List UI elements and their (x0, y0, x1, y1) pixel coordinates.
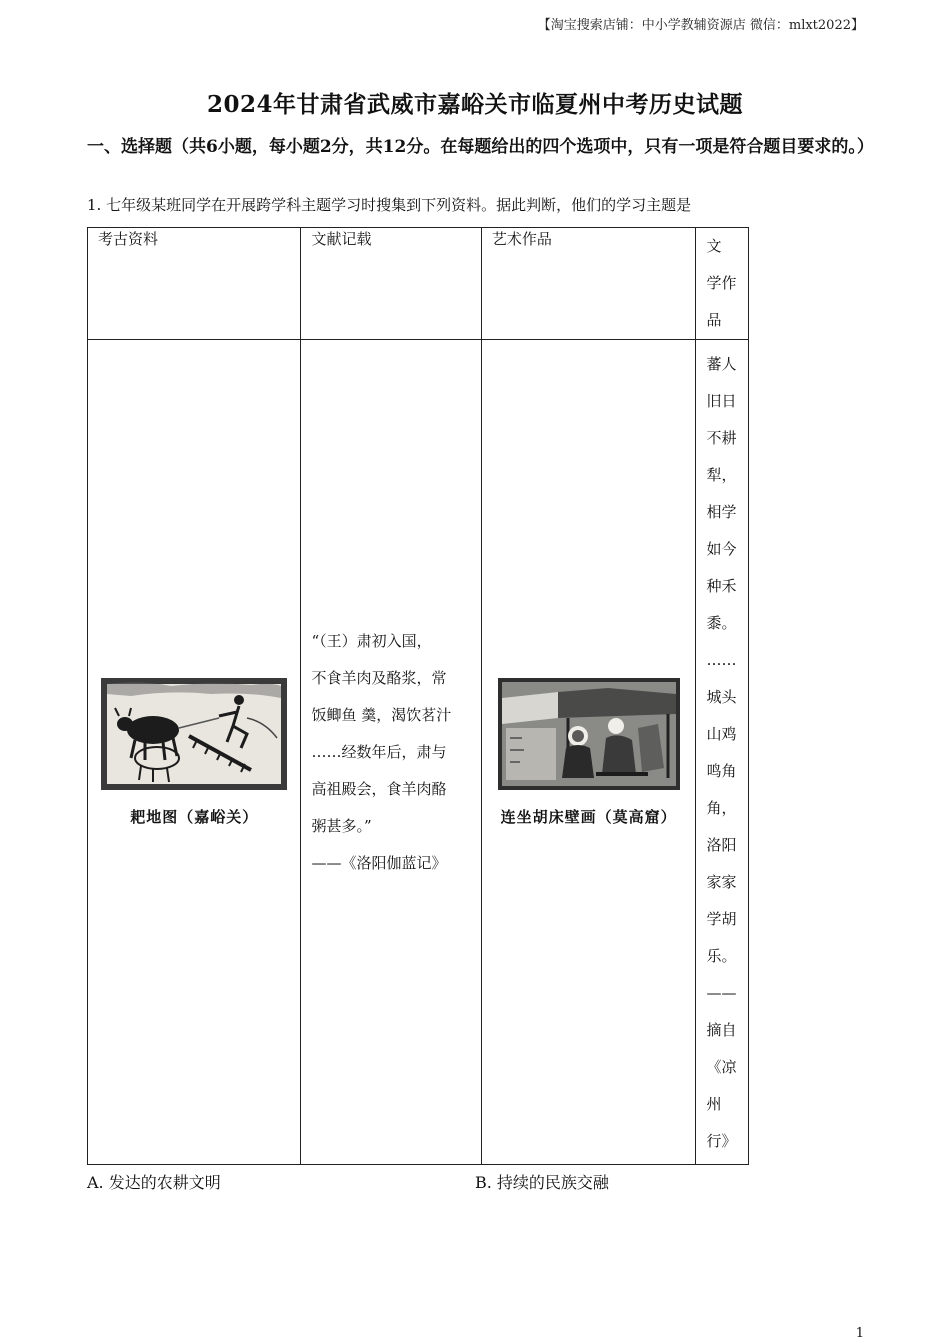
document-source: ——《洛阳伽蓝记》 (311, 853, 447, 872)
poem-line: 城头 (706, 688, 737, 706)
document-line: 高祖殿会，食羊肉酪 (311, 779, 447, 798)
poem-line: 《凉 (706, 1058, 737, 1076)
document-line: “（王）肃初入国， (311, 631, 432, 650)
section-heading: 一、选择题（共6小题，每小题2分，共12分。在每题给出的四个选项中，只有一项是符合题目要求的。） (87, 137, 874, 157)
harrowing-mural-illustration (101, 678, 287, 790)
poem-line: 不耕 (706, 429, 737, 447)
table-body-row (88, 340, 749, 1165)
archaeology-caption: 耙地图（嘉峪关） (130, 807, 259, 826)
poem-line: 角， (706, 799, 737, 817)
table-header-row (88, 228, 749, 340)
poem-line: 种禾 (706, 577, 737, 595)
header-note: 【淘宝搜索店铺：中小学教辅资源店 微信：mlxt2022】 (537, 18, 864, 33)
poem-line: 山鸡 (706, 725, 737, 743)
document-line: ……经数年后，肃与 (311, 742, 447, 761)
document-line: 不食羊肉及酪浆，常 (311, 668, 447, 687)
poem-line: 鸣角 (706, 762, 737, 780)
poem-line: 摘自 (706, 1021, 737, 1039)
poem-line: 黍。 (706, 614, 737, 632)
poem-line: 学胡 (706, 910, 737, 928)
header-archaeology: 考古资料 (88, 228, 301, 340)
document-cell (301, 340, 481, 1165)
poem-line: 相学 (706, 503, 737, 521)
poem-line: 犁， (706, 466, 737, 484)
document-title: 2024年甘肃省武威市嘉峪关市临夏州中考历史试题 (206, 91, 743, 118)
poem-line: 州 (706, 1095, 722, 1113)
header-documents: 文献记载 (301, 228, 481, 340)
header-literature: 文 学作品 (696, 228, 749, 340)
poem-line: 家家 (706, 873, 737, 891)
poem-line: 行》 (706, 1132, 737, 1150)
question-1-stem: 1. 七年级某班同学在开展跨学科主题学习时搜集到下列资料。据此判断，他们的学习主题是 (87, 196, 692, 214)
poem-line: …… (706, 651, 737, 669)
poem-line: 旧日 (706, 392, 737, 410)
harrowing-mural-image (101, 678, 287, 827)
document-line: 粥甚多。” (311, 816, 372, 835)
literature-cell (696, 340, 749, 1165)
document-line: 饭鲫鱼 羹，渴饮茗汁 (311, 705, 452, 724)
poem-line: 洛阳 (706, 836, 737, 854)
option-b[interactable]: B. 持续的民族交融 (475, 1173, 609, 1192)
page-number: 1 (855, 1326, 864, 1341)
header-artwork: 艺术作品 (481, 228, 696, 340)
poem-line: 如今 (706, 540, 737, 558)
dunhuang-mural-illustration (498, 678, 680, 790)
artwork-caption: 连坐胡床壁画（莫高窟） (500, 807, 677, 826)
poem-line: 乐。 (706, 947, 737, 965)
document-excerpt (311, 623, 470, 882)
materials-table (87, 227, 749, 1165)
poem-line: —— (706, 984, 737, 1002)
dunhuang-mural-image (498, 678, 680, 827)
poem-line: 蕃人 (706, 355, 737, 373)
artwork-cell (481, 340, 696, 1165)
archaeology-cell (88, 340, 301, 1165)
option-a[interactable]: A. 发达的农耕文明 (87, 1173, 221, 1192)
